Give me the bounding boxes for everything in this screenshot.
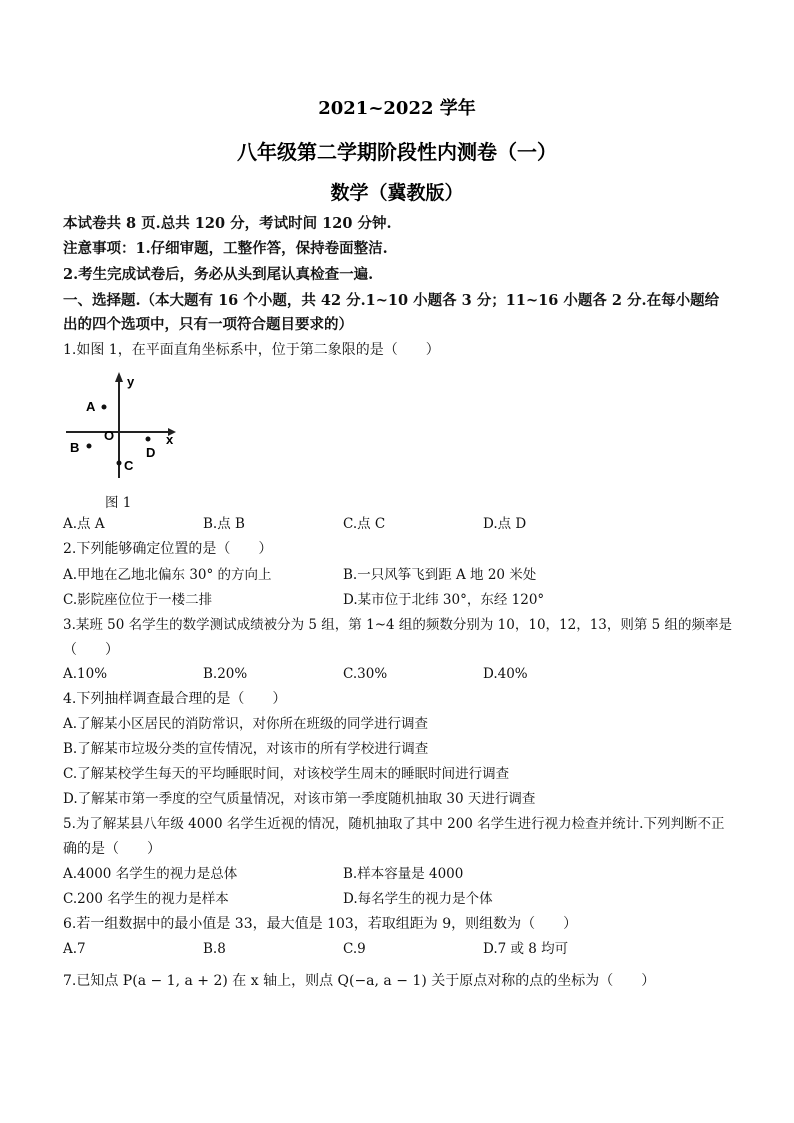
q1-coordinate-figure xyxy=(64,366,184,481)
exam-title: 八年级第二学期阶段性内测卷（一） xyxy=(237,140,557,164)
q3-stem-line-1: 3.某班 50 名学生的数学测试成绩被分为 5 组，第 1~4 组的频数分别为 10，10，12，13，则第 5 组的频率是 xyxy=(63,617,733,633)
q2-option-a: A.甲地在乙地北偏东 30° 的方向上 xyxy=(63,567,272,583)
intro-line-2: 注意事项：1.仔细审题，工整作答，保持卷面整洁. xyxy=(63,240,388,257)
q7-stem: 7.已知点 P(a − 1, a + 2) 在 x 轴上，则点 Q(−a, a − 1) 关于原点对称的点的坐标为（ ） xyxy=(63,973,656,989)
q1-option-c: C.点 C xyxy=(343,516,386,532)
q5-option-d: D.每名学生的视力是个体 xyxy=(343,891,493,907)
q1-option-d: D.点 D xyxy=(483,516,527,532)
q6-stem: 6.若一组数据中的最小值是 33，最大值是 103，若取组距为 9，则组数为（ ） xyxy=(63,916,578,932)
intro-line-1: 本试卷共 8 页.总共 120 分，考试时间 120 分钟. xyxy=(63,215,392,232)
point-d-label: D xyxy=(146,445,156,460)
q5-option-c: C.200 名学生的视力是样本 xyxy=(63,891,229,907)
subject-title: 数学（冀教版） xyxy=(330,182,464,204)
point-d xyxy=(146,437,151,442)
x-axis-label: x xyxy=(166,432,174,447)
q4-option-b: B.了解某市垃圾分类的宣传情况，对该市的所有学校进行调查 xyxy=(63,741,429,757)
q6-option-c: C.9 xyxy=(343,941,366,957)
origin-label: O xyxy=(104,428,115,443)
q3-option-a: A.10% xyxy=(63,666,108,682)
q4-option-a: A.了解某小区居民的消防常识，对你所在班级的同学进行调查 xyxy=(63,716,429,732)
section-heading-line-1: 一、选择题.（本大题有 16 个小题，共 42 分.1~10 小题各 3 分；11~16 小题各 2 分.在每小题给 xyxy=(63,292,720,309)
y-axis-arrow xyxy=(115,372,123,382)
q1-option-a: A.点 A xyxy=(63,516,105,532)
q3-stem-line-2: （ ） xyxy=(63,642,119,658)
q3-option-c: C.30% xyxy=(343,666,388,682)
point-c xyxy=(117,461,122,466)
point-b-label: B xyxy=(70,440,80,455)
q6-option-a: A.7 xyxy=(63,941,86,957)
q1-option-b: B.点 B xyxy=(203,516,245,532)
q2-option-c: C.影院座位位于一楼二排 xyxy=(63,592,213,608)
q2-option-d: D.某市位于北纬 30°，东经 120° xyxy=(343,592,545,608)
q4-option-d: D.了解某市第一季度的空气质量情况，对该市第一季度随机抽取 30 天进行调查 xyxy=(63,791,536,807)
q5-stem-line-1: 5.为了解某县八年级 4000 名学生近视的情况，随机抽取了其中 200 名学生进行视力检查并统计.下列判断不正 xyxy=(63,816,725,832)
q6-option-d: D.7 或 8 均可 xyxy=(483,941,569,957)
q5-option-a: A.4000 名学生的视力是总体 xyxy=(63,866,238,882)
section-heading-line-2: 出的四个选项中，只有一项符合题目要求的） xyxy=(63,316,353,333)
point-b xyxy=(87,444,92,449)
q6-option-b: B.8 xyxy=(203,941,226,957)
point-c-label: C xyxy=(124,458,134,473)
point-a xyxy=(102,405,107,410)
point-a-label: A xyxy=(86,399,96,414)
q4-option-c: C.了解某校学生每天的平均睡眠时间，对该校学生周末的睡眠时间进行调查 xyxy=(63,766,510,782)
school-year: 2021~2022 学年 xyxy=(318,98,476,119)
q3-option-b: B.20% xyxy=(203,666,248,682)
intro-line-3: 2.考生完成试卷后，务必从头到尾认真检查一遍. xyxy=(63,266,374,283)
q5-option-b: B.样本容量是 4000 xyxy=(343,866,464,882)
q1-figure-caption: 图 1 xyxy=(105,495,132,511)
y-axis-label: y xyxy=(127,374,135,389)
q1-stem: 1.如图 1，在平面直角坐标系中，位于第二象限的是（ ） xyxy=(63,342,440,358)
q2-stem: 2.下列能够确定位置的是（ ） xyxy=(63,541,273,557)
q4-stem: 4.下列抽样调查最合理的是（ ） xyxy=(63,691,287,707)
q3-option-d: D.40% xyxy=(483,666,528,682)
q2-option-b: B.一只风筝飞到距 A 地 20 米处 xyxy=(343,567,537,583)
q5-stem-line-2: 确的是（ ） xyxy=(63,841,161,857)
